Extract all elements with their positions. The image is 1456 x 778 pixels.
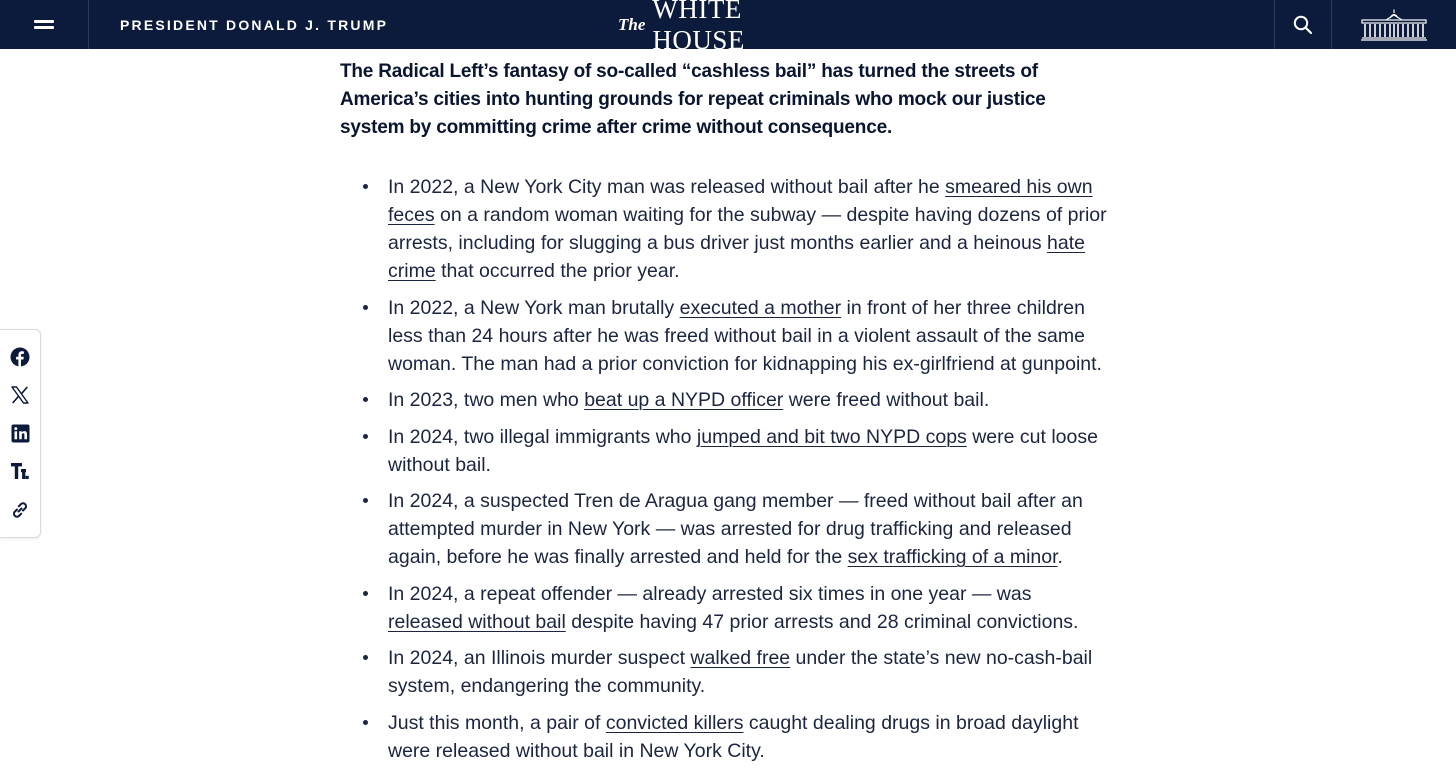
incident-list	[340, 173, 1110, 765]
list-item: Just this month, a pair of convicted killers caught dealing drugs in broad daylight were released without bail in New York City.	[340, 709, 1110, 765]
link-icon[interactable]	[9, 499, 31, 521]
link-walked-free[interactable]: walked free	[690, 647, 791, 669]
share-rail	[0, 329, 41, 538]
search-icon	[1293, 15, 1313, 35]
link-hate-crime[interactable]: hate crime	[388, 232, 1085, 282]
linkedin-icon[interactable]	[9, 422, 31, 444]
hamburger-icon	[34, 17, 54, 32]
truth-social-icon[interactable]	[9, 461, 31, 483]
logo-main: WHITE HOUSE	[652, 0, 745, 55]
link-smeared-feces[interactable]: smeared his own feces	[388, 176, 1093, 226]
list-item: In 2022, a New York man brutally executed a mother in front of her three children less than 24 hours after he was freed without bail in a violent assault of the same woman. The man had a prior conviction for kidnapping his ex-girlfriend at gunpoint.	[340, 294, 1110, 378]
facebook-icon[interactable]	[9, 346, 31, 368]
list-item: In 2023, two men who beat up a NYPD officer were freed without bail.	[340, 386, 1110, 414]
x-icon[interactable]	[9, 384, 31, 406]
list-item: In 2022, a New York City man was released without bail after he smeared his own feces on a random woman waiting for the subway — despite having dozens of prior arrests, including for slugging a bus driver just months earlier and a heinous hate crime that occurred the prior year.	[340, 173, 1110, 285]
president-link[interactable]: PRESIDENT DONALD J. TRUMP	[120, 16, 389, 33]
article-lead: The Radical Left’s fantasy of so-called “cashless bail” has turned the streets of America’s cities into hunting grounds for repeat criminals who mock our justice system by committing crime after crime without consequence.	[340, 61, 1046, 138]
list-item: In 2024, a suspected Tren de Aragua gang member — freed without bail after an attempted murder in New York — was arrested for drug trafficking and released again, before he was finally arrested and held for the sex trafficking of a minor.	[340, 487, 1110, 571]
article-body	[340, 58, 1110, 773]
white-house-logo[interactable]	[618, 0, 838, 55]
link-nypd-cops[interactable]: jumped and bit two NYPD cops	[696, 425, 967, 448]
list-item: In 2024, an Illinois murder suspect walked free under the state’s new no-cash-bail system, endangering the community.	[340, 644, 1110, 700]
list-item: In 2024, two illegal immigrants who jumped and bit two NYPD cops were cut loose without bail.	[340, 423, 1110, 479]
menu-button[interactable]	[0, 0, 89, 49]
search-button[interactable]	[1274, 0, 1332, 49]
white-house-building-icon[interactable]	[1332, 0, 1456, 49]
link-convicted-killers[interactable]: convicted killers	[605, 711, 744, 734]
list-item: In 2024, a repeat offender — already arrested six times in one year — was released without bail despite having 47 prior arrests and 28 criminal convictions.	[340, 580, 1110, 636]
link-released-without-bail[interactable]: released without bail	[388, 610, 566, 633]
site-header	[0, 0, 1456, 55]
logo-the: The	[618, 14, 646, 34]
link-nypd-officer[interactable]: beat up a NYPD officer	[584, 389, 784, 411]
link-executed-mother[interactable]: executed a mother	[679, 296, 842, 319]
link-sex-trafficking[interactable]: sex trafficking of a minor	[847, 546, 1058, 568]
